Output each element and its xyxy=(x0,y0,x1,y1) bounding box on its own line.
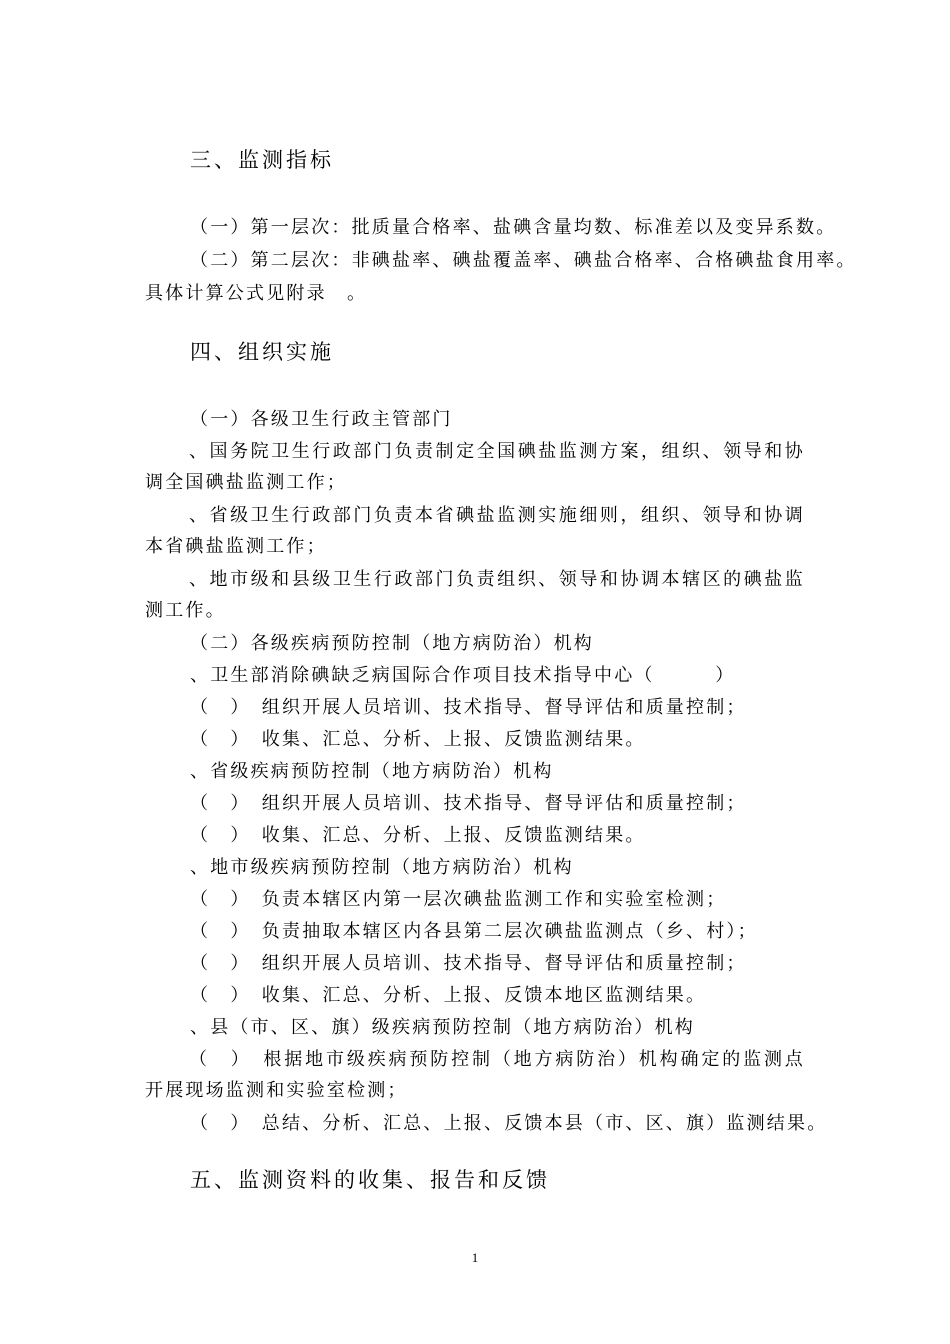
list-item-province-cdc: 、省级疾病预防控制（地方病防治）机构 xyxy=(190,761,554,782)
list-item-tech-center: 、卫生部消除碘缺乏病国际合作项目技术指导中心（ ） xyxy=(190,665,736,686)
list-item: （ ） 组织开展人员培训、技术指导、督导评估和质量控制； xyxy=(190,793,747,814)
subheading-cdc: （二）各级疾病预防控制（地方病防治）机构 xyxy=(190,633,594,654)
section-3-heading: 三、监测指标 xyxy=(190,148,334,172)
section-4-heading: 四、组织实施 xyxy=(190,340,334,364)
paragraph-level-1: （一）第一层次：批质量合格率、盐碘含量均数、标准差以及变异系数。 xyxy=(190,217,837,238)
list-item-national: 、国务院卫生行政部门负责制定全国碘盐监测方案，组织、领导和协调全国碘盐监测工作； xyxy=(145,441,805,493)
list-item: （ ） 负责本辖区内第一层次碘盐监测工作和实验室检测； xyxy=(190,889,727,910)
list-item-city-county: 、地市级和县级卫生行政部门负责组织、领导和协调本辖区的碘盐监测工作。 xyxy=(145,569,805,621)
list-item: （ ） 负责抽取本辖区内各县第二层次碘盐监测点（乡、村）； xyxy=(190,921,758,942)
list-item-city-cdc: 、地市级疾病预防控制（地方病防治）机构 xyxy=(190,857,574,878)
list-item: （ ） 收集、汇总、分析、上报、反馈监测结果。 xyxy=(190,729,646,750)
page-number: 1 xyxy=(471,1250,479,1265)
section-5-heading: 五、监测资料的收集、报告和反馈 xyxy=(190,1168,550,1192)
list-item: （ ） 总结、分析、汇总、上报、反馈本县（市、区、旗）监测结果。 xyxy=(190,1113,828,1134)
list-item: （ ） 收集、汇总、分析、上报、反馈监测结果。 xyxy=(190,825,646,846)
list-item: （ ） 根据地市级疾病预防控制（地方病防治）机构确定的监测点开展现场监测和实验室检测； xyxy=(145,1049,805,1101)
paragraph-level-2: （二）第二层次：非碘盐率、碘盐覆盖率、碘盐合格率、合格碘盐食用率。 xyxy=(190,250,857,271)
list-item: （ ） 收集、汇总、分析、上报、反馈本地区监测结果。 xyxy=(190,985,707,1006)
paragraph-level-2-cont: 具体计算公式见附录 。 xyxy=(145,283,368,304)
subheading-health-admin: （一）各级卫生行政主管部门 xyxy=(190,409,453,430)
list-item: （ ） 组织开展人员培训、技术指导、督导评估和质量控制； xyxy=(190,953,747,974)
list-item: （ ） 组织开展人员培训、技术指导、督导评估和质量控制； xyxy=(190,697,747,718)
list-item-county-cdc: 、县（市、区、旗）级疾病预防控制（地方病防治）机构 xyxy=(190,1017,695,1038)
list-item-provincial: 、省级卫生行政部门负责本省碘盐监测实施细则，组织、领导和协调本省碘盐监测工作； xyxy=(145,505,805,557)
